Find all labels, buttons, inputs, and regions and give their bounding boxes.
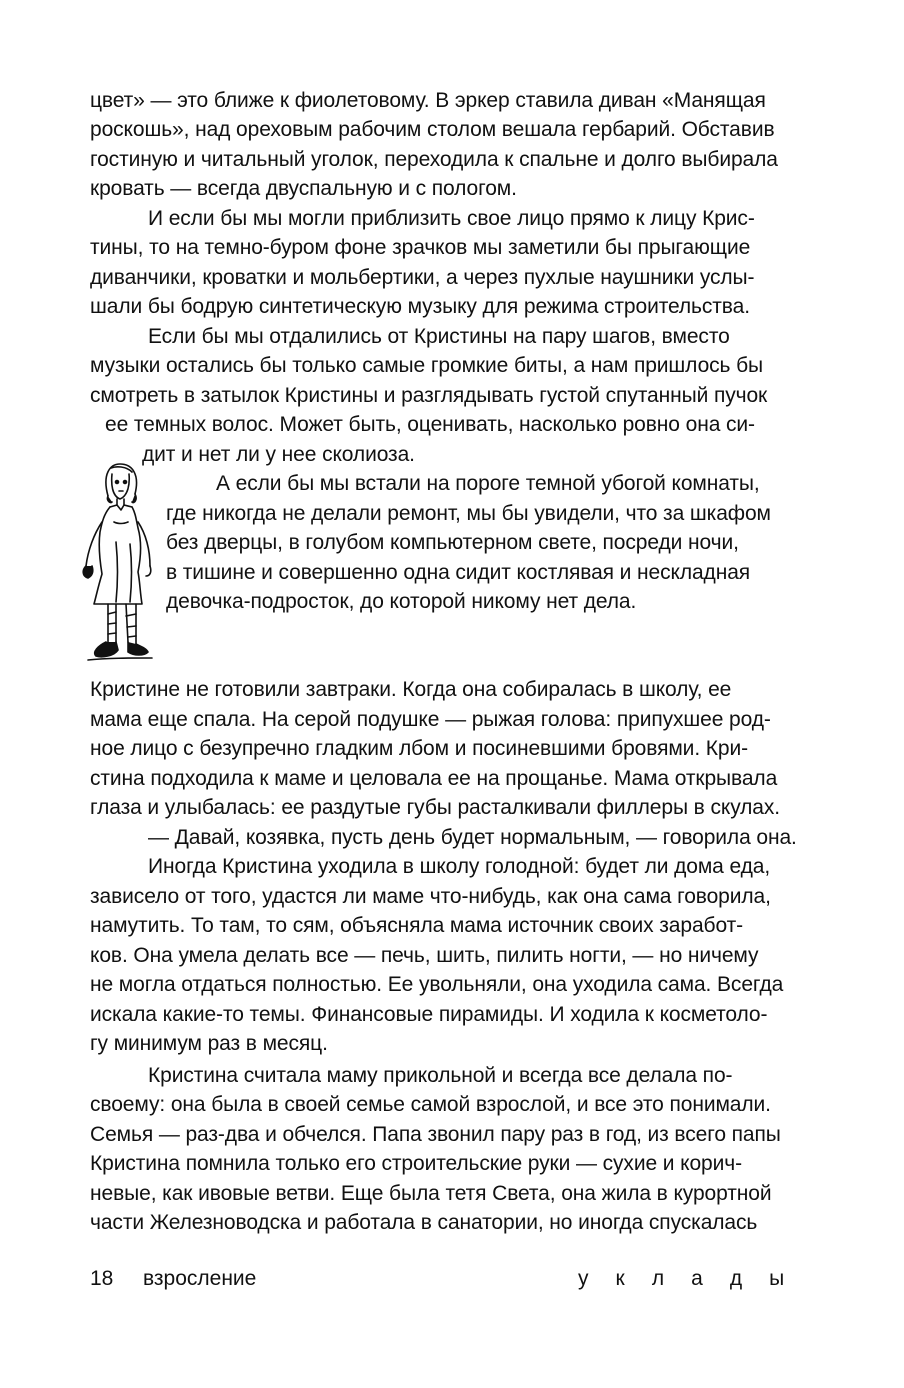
text-line: смотреть в затылок Кристины и разглядывать густой спутанный пучок (90, 384, 768, 407)
page-number: 18 (90, 1267, 114, 1290)
text-line: ее темных волос. Может быть, оценивать, насколько ровно она си- (105, 413, 755, 436)
text-line: кровать — всегда двуспальную и с пологом. (90, 177, 517, 200)
text-line: части Железноводска и работала в санатории, но иногда спускалась (90, 1211, 758, 1234)
text-line: Кристина помнила только его строительские руки — сухие и корич- (90, 1152, 742, 1175)
text-line: мама еще спала. На серой подушке — рыжая голова: припухшее род- (90, 708, 771, 731)
text-line: глаза и улыбалась: ее раздутые губы расталкивали филлеры в скулах. (90, 796, 780, 819)
text-line: И если бы мы могли приблизить свое лицо прямо к лицу Крис- (148, 207, 755, 230)
text-line: тины, то на темно-буром фоне зрачков мы заметили бы прыгающие (90, 236, 751, 259)
text-line: цвет» — это ближе к фиолетовому. В эркер ставила диван «Манящая (90, 89, 766, 112)
text-line: гостиную и читальный уголок, переходила к спальне и долго выбирала (90, 148, 778, 171)
text-line: ков. Она умела делать все — печь, шить, пилить ногти, — но ничему (90, 944, 759, 967)
girl-sketch-icon (78, 462, 162, 667)
text-line: зависело от того, удастся ли маме что-нибудь, как она сама говорила, (90, 885, 771, 908)
text-line: без дверцы, в голубом компьютерном свете, посреди ночи, (166, 531, 739, 554)
text-line: — Давай, козявка, пусть день будет нормальным, — говорила она. (148, 826, 797, 849)
text-line: А если бы мы встали на пороге темной убогой комнаты, (216, 472, 760, 495)
text-line: не могла отдаться полностью. Ее увольняли, она уходила сама. Всегда (90, 973, 784, 996)
text-line: Иногда Кристина уходила в школу голодной: будет ли дома еда, (148, 855, 771, 878)
text-line: гу минимум раз в месяц. (90, 1032, 328, 1055)
text-line: диванчики, кроватки и мольбертики, а через пухлые наушники услы- (90, 266, 755, 289)
text-line: девочка-подросток, до которой никому нет дела. (166, 590, 637, 613)
text-line: музыки остались бы только самые громкие биты, а нам пришлось бы (90, 354, 764, 377)
text-line: своему: она была в своей семье самой взрослой, и все это понимали. (90, 1093, 771, 1116)
text-line: стина подходила к маме и целовала ее на прощанье. Мама открывала (90, 767, 778, 790)
text-line: Кристине не готовили завтраки. Когда она собиралась в школу, ее (90, 678, 732, 701)
text-line: искала какие-то темы. Финансовые пирамиды. И ходила к косметоло- (90, 1003, 768, 1026)
section-title: взросление (143, 1267, 257, 1290)
text-line: роскошь», над ореховым рабочим столом вешала гербарий. Обставив (90, 118, 775, 141)
text-line: невые, как ивовые ветви. Еще была тетя Света, она жила в курортной (90, 1182, 772, 1205)
text-line: где никогда не делали ремонт, мы бы увидели, что за шкафом (166, 502, 771, 525)
series-title: уклады (578, 1267, 812, 1290)
text-line: дит и нет ли у нее сколиоза. (142, 443, 415, 466)
text-line: в тишине и совершенно одна сидит костлявая и нескладная (166, 561, 751, 584)
text-line: Если бы мы отдалились от Кристины на пару шагов, вместо (148, 325, 730, 348)
text-line: ное лицо с безупречно гладким лбом и посиневшими бровями. Кри- (90, 737, 749, 760)
text-line: шали бы бодрую синтетическую музыку для режима строительства. (90, 295, 750, 318)
text-line: намутить. То там, то сям, объясняла мама источник своих заработ- (90, 914, 743, 937)
text-line: Кристина считала маму прикольной и всегда все делала по- (148, 1064, 733, 1087)
text-line: Семья — раз-два и обчелся. Папа звонил пару раз в год, из всего папы (90, 1123, 781, 1146)
